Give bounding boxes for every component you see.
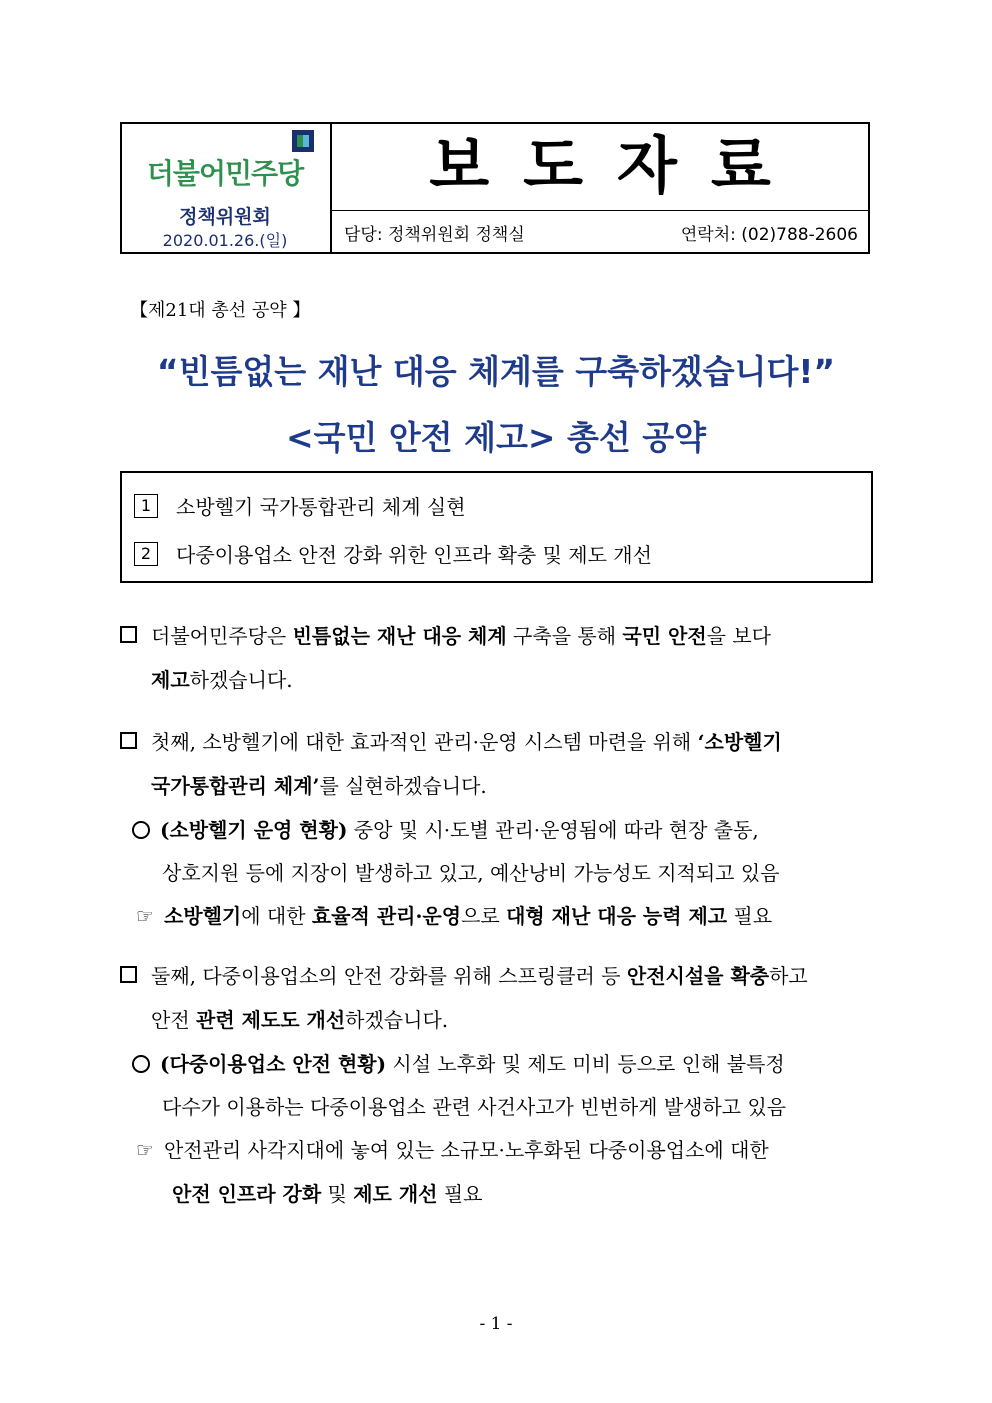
paragraph-3-need-2: 안전 인프라 강화 및 제도 개선 필요 xyxy=(172,1182,483,1206)
page-number: - 1 - xyxy=(479,1314,513,1334)
pointing-hand-icon: ☞ xyxy=(136,904,154,928)
paragraph-3-bullet-1: (다중이용업소 안전 현황) 시설 노후화 및 제도 미비 등으로 인해 불특정 xyxy=(132,1048,785,1077)
party-name: 더불어민주당 xyxy=(146,157,304,190)
paragraph-2-bullet-2: 상호지원 등에 지장이 발생하고 있고, 예산낭비 가능성도 지적되고 있음 xyxy=(162,861,780,885)
item-number: 1 xyxy=(134,494,158,518)
headline: “빈틈없는 재난 대응 체계를 구축하겠습니다!” xyxy=(156,352,836,391)
subheadline: <국민 안전 제고> 총선 공약 xyxy=(285,418,707,457)
square-bullet-icon xyxy=(120,626,137,643)
paragraph-1-line-1: 더불어민주당은 빈틈없는 재난 대응 체계 구축을 통해 국민 안전을 보다 xyxy=(120,620,771,649)
paragraph-3-need-1: ☞ 안전관리 사각지대에 놓여 있는 소규모·노후화된 다중이용업소에 대한 xyxy=(136,1138,769,1162)
divider xyxy=(332,210,868,211)
paragraph-2-bullet-1: (소방헬기 운영 현황) 중앙 및 시·도별 관리·운영됨에 따라 현장 출동, xyxy=(132,814,759,843)
circle-bullet-icon xyxy=(132,1055,150,1073)
press-release-title: 보도자료 xyxy=(429,129,805,202)
contact-person: 담당: 정책위원회 정책실 xyxy=(344,225,525,245)
summary-item xyxy=(134,539,652,568)
paragraph-3-bullet-2: 다수가 이용하는 다중이용업소 관련 사건사고가 빈번하게 발생하고 있음 xyxy=(162,1095,787,1119)
release-date: 2020.01.26.(일) xyxy=(162,231,288,250)
item-number: 2 xyxy=(134,542,158,566)
paragraph-2-line-2: 국가통합관리 체계’를 실현하겠습니다. xyxy=(151,774,487,798)
contact-row xyxy=(332,212,868,252)
pointing-hand-icon: ☞ xyxy=(136,1138,154,1162)
summary-item xyxy=(134,491,466,520)
contact-phone: 연락처: (02)788-2606 xyxy=(680,225,858,245)
committee-name: 정책위원회 xyxy=(179,206,271,228)
paragraph-1-line-2: 제고하겠습니다. xyxy=(151,668,293,692)
pledge-tag: 【제21대 총선 공약 】 xyxy=(130,300,311,321)
party-logo-icon xyxy=(290,128,316,154)
circle-bullet-icon xyxy=(132,821,150,839)
square-bullet-icon xyxy=(120,732,137,749)
paragraph-2-line-1: 첫째, 소방헬기에 대한 효과적인 관리·운영 시스템 마련을 위해 ‘소방헬기 xyxy=(120,726,782,755)
summary-text: 소방헬기 국가통합관리 체계 실현 xyxy=(176,495,466,519)
party-logo-cell xyxy=(122,124,332,252)
summary-box xyxy=(120,471,873,583)
summary-text: 다중이용업소 안전 강화 위한 인프라 확충 및 제도 개선 xyxy=(176,543,652,567)
paragraph-3-line-2: 안전 관련 제도도 개선하겠습니다. xyxy=(151,1008,449,1032)
square-bullet-icon xyxy=(120,966,137,983)
paragraph-3-line-1: 둘째, 다중이용업소의 안전 강화를 위해 스프링클러 등 안전시설을 확충하고 xyxy=(120,960,808,989)
paragraph-2-need: ☞ 소방헬기에 대한 효율적 관리·운영으로 대형 재난 대응 능력 제고 필요 xyxy=(136,904,773,928)
header-box xyxy=(120,122,870,254)
